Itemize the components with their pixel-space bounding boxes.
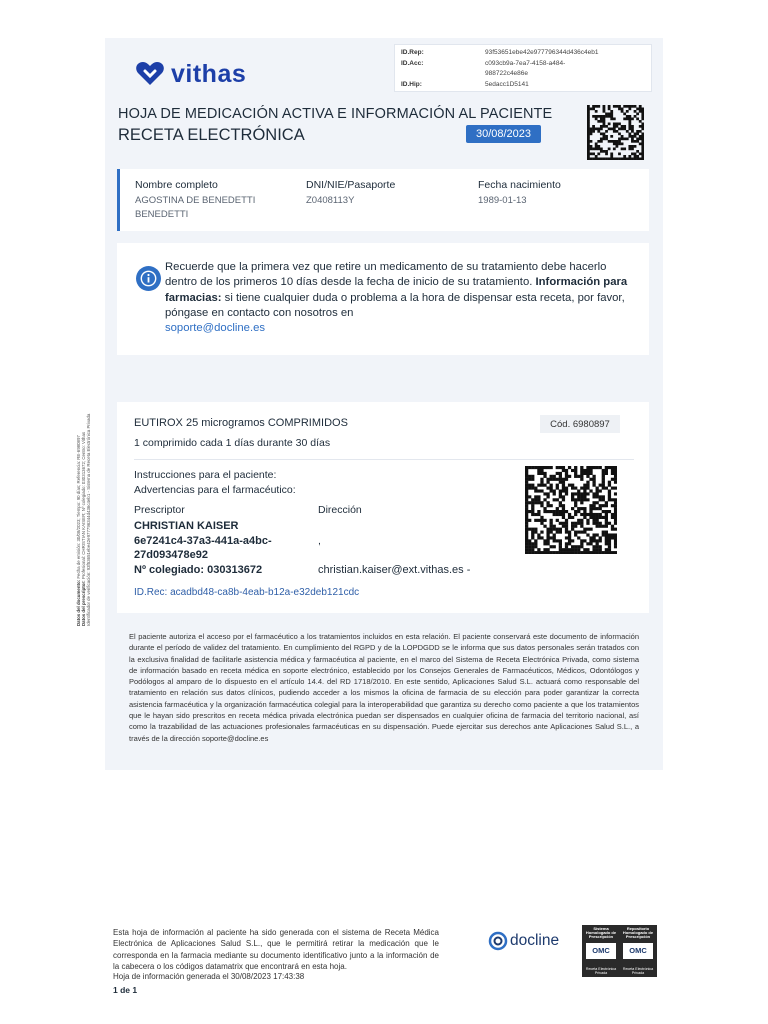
seal-top-text: Sistema Homologado de Prescripción [585, 926, 617, 940]
id-box [394, 44, 652, 92]
legal-notice: El paciente autoriza el acceso por el farmacéutico a los tratamientos incluidos en esta relación. El paciente conservará este documento de información durante el período de validez del tratamiento. En cumplimiento del RGPD y de la LOPDGDD se le informa que sus datos personales serán tratados con la exclusiva finalidad de facilitarle asistencia médica y farmacéutica al paciente, en el marco del Sistema de Receta Electrónica Privada, como sistema de información basado en receta médica en soporte electrónico, establecido por los Consejos Generales de Farmacéuticos, Médicos, Odontólogos y Podólogos al amparo de lo dispuesto en el artículo 14.4. del RD 1718/2010. En este sentido, Aplicaciones Salud S.L. actuará como responsable del tratamiento en relación sus datos clínicos, pudiendo acceder a los mismos la oficina de farmacia de su elección para poder garantizar la correcta asistencia farmacéutica y la organización farmacéutica colegial para la interoperabilidad que garantiza su derecho como paciente a que los tratamientos que le hayan sido prescritos en receta médica privada electrónica puedan ser dispensados en cualquier oficina de farmacia del territorio nacional, así como la trazabilidad de las actuaciones profesionales farmacéuticas en su dispensación. Puede ejercitar sus derechos ante Aplicaciones Salud S.L., a través de la dirección soporte@docline.es [129, 632, 639, 743]
id-value: 93f53651ebe42e977796344d436c4eb1 [485, 49, 599, 56]
pharmacist-warnings: Advertencias para el farmacéutico: [134, 483, 296, 496]
omc-logo: OMC [623, 943, 653, 959]
patient-name-label: Nombre completo [135, 179, 218, 191]
collegiate-number: Nº colegiado: 030313672 [134, 563, 263, 576]
dni-value: Z0408113Y [306, 195, 355, 206]
info-text-1: Recuerde que la primera vez que retire un medicamento de su tratamiento debe hacerlo dentro de los primeros 10 días desde la fecha de inicio de su tratamiento. [165, 261, 607, 289]
id-rep-row [401, 49, 649, 56]
docline-text: docline [510, 932, 560, 949]
patient-name-line1: AGOSTINA DE BENEDETTI [135, 195, 256, 206]
heart-icon [135, 61, 165, 87]
id-key: ID.Acc: [401, 60, 424, 67]
side-verification-text [76, 350, 92, 626]
patient-dni-col [306, 179, 395, 208]
seal-bottom-text: Receta Electrónica Privada [622, 966, 654, 975]
address-value: , [318, 535, 321, 547]
logo-text: vithas [171, 59, 247, 88]
seal-top-text: Repositorio Homologado de Prescripción [622, 926, 654, 940]
datamatrix-code [587, 105, 644, 160]
id-value: 988722c4e86e [485, 70, 529, 77]
footer-notice: Esta hoja de información al paciente ha sido generada con el sistema de Receta Médica Electrónica de Aplicaciones Salud S.L., que le permitirá retirar la medicación que le corresponda en la farmacia mediante su documento identificativo junto a la información de la cabecera o los códigos datamatrix que encontrará en esta hoja. [113, 928, 439, 971]
info-icon [136, 266, 161, 291]
prescriber-email: christian.kaiser@ext.vithas.es - [318, 564, 471, 576]
info-pharmacy-label: Información para farmacias: [165, 276, 628, 304]
info-card [117, 243, 649, 355]
patient-instructions: Instrucciones para el paciente: [134, 469, 277, 481]
instructions-block [134, 468, 296, 497]
info-message [165, 260, 640, 336]
docline-logo [488, 931, 559, 951]
patient-birth-col [478, 179, 561, 208]
id-key [401, 70, 485, 77]
info-text-2: si tiene cualquier duda o problema a la hora de dispensar esta receta, por favor, póngase en contacto con nosotros en [165, 291, 625, 319]
support-email-link[interactable]: soporte@docline.es [165, 322, 266, 335]
medication-card [117, 402, 649, 613]
datamatrix-code [525, 466, 617, 554]
id-acc-row-cont [401, 70, 649, 77]
patient-name-col [135, 179, 255, 222]
id-value: 5edacc1D5141 [485, 81, 529, 88]
id-key: ID.Rep: [401, 49, 424, 56]
omc-logo: OMC [586, 943, 616, 959]
side-presc-label: Datos del prescriptor: [81, 580, 87, 626]
prescriber-id-2: 27d093478e92 [134, 549, 209, 561]
medication-posology: 1 comprimido cada 1 días durante 30 días [134, 437, 331, 449]
vithas-logo [135, 58, 246, 90]
id-key: ID.Hip: [401, 81, 422, 88]
side-doc-label: Datos del documento: [76, 579, 81, 626]
birth-value: 1989-01-13 [478, 195, 527, 206]
prescriber-label: Prescriptor [134, 504, 185, 516]
generated-timestamp: Hoja de información generada el 30/08/2023 17:43:38 [113, 972, 305, 981]
prescriber-block [134, 519, 299, 577]
birth-label: Fecha nacimiento [478, 179, 561, 191]
document-subtitle: RECETA ELECTRÓNICA [118, 126, 305, 144]
docline-icon [488, 931, 508, 951]
omc-seal-repository [619, 925, 657, 977]
patient-card [117, 169, 649, 231]
patient-name-line2: BENEDETTI [135, 209, 189, 220]
side-doc-text: Fecha de emisión: 30/08/2023; Tiempo: 90 días; Referencia: RE-6980897 [76, 435, 81, 579]
prescriber-name: CHRISTIAN KAISER [134, 520, 239, 532]
document-page [105, 38, 663, 770]
prescriber-id-1: 6e7241c4-37a3-441a-a4bc- [134, 534, 272, 547]
id-hip-row [401, 81, 649, 88]
address-label: Dirección [318, 504, 362, 516]
medication-code-badge: Cód. 6980897 [540, 415, 620, 433]
seal-bottom-text: Receta Electrónica Privada [585, 966, 617, 975]
side-extra-text: Identificador de verificación: 93f53651ebe42e977796344d436c4eb1 - Sistema de Receta Electrónica Privada [86, 413, 92, 626]
date-badge: 30/08/2023 [466, 125, 541, 143]
page-number: 1 de 1 [113, 985, 138, 995]
omc-seal-system [582, 925, 620, 977]
id-acc-row [401, 60, 649, 67]
divider [134, 459, 634, 460]
medication-name: EUTIROX 25 microgramos COMPRIMIDOS [134, 417, 348, 429]
document-title: HOJA DE MEDICACIÓN ACTIVA E INFORMACIÓN AL PACIENTE [118, 106, 553, 122]
dni-label: DNI/NIE/Pasaporte [306, 179, 396, 191]
id-value: c093cb9a-7ea7-4158-a484- [485, 60, 566, 67]
recipe-id: ID.Rec: acadbd48-ca8b-4eab-b12a-e32deb121cdc [134, 587, 360, 598]
side-presc-text: Profesional: CHRISTIAN KAISER; Nº colegiado: 030313672; Centro: Vithas [81, 431, 87, 580]
